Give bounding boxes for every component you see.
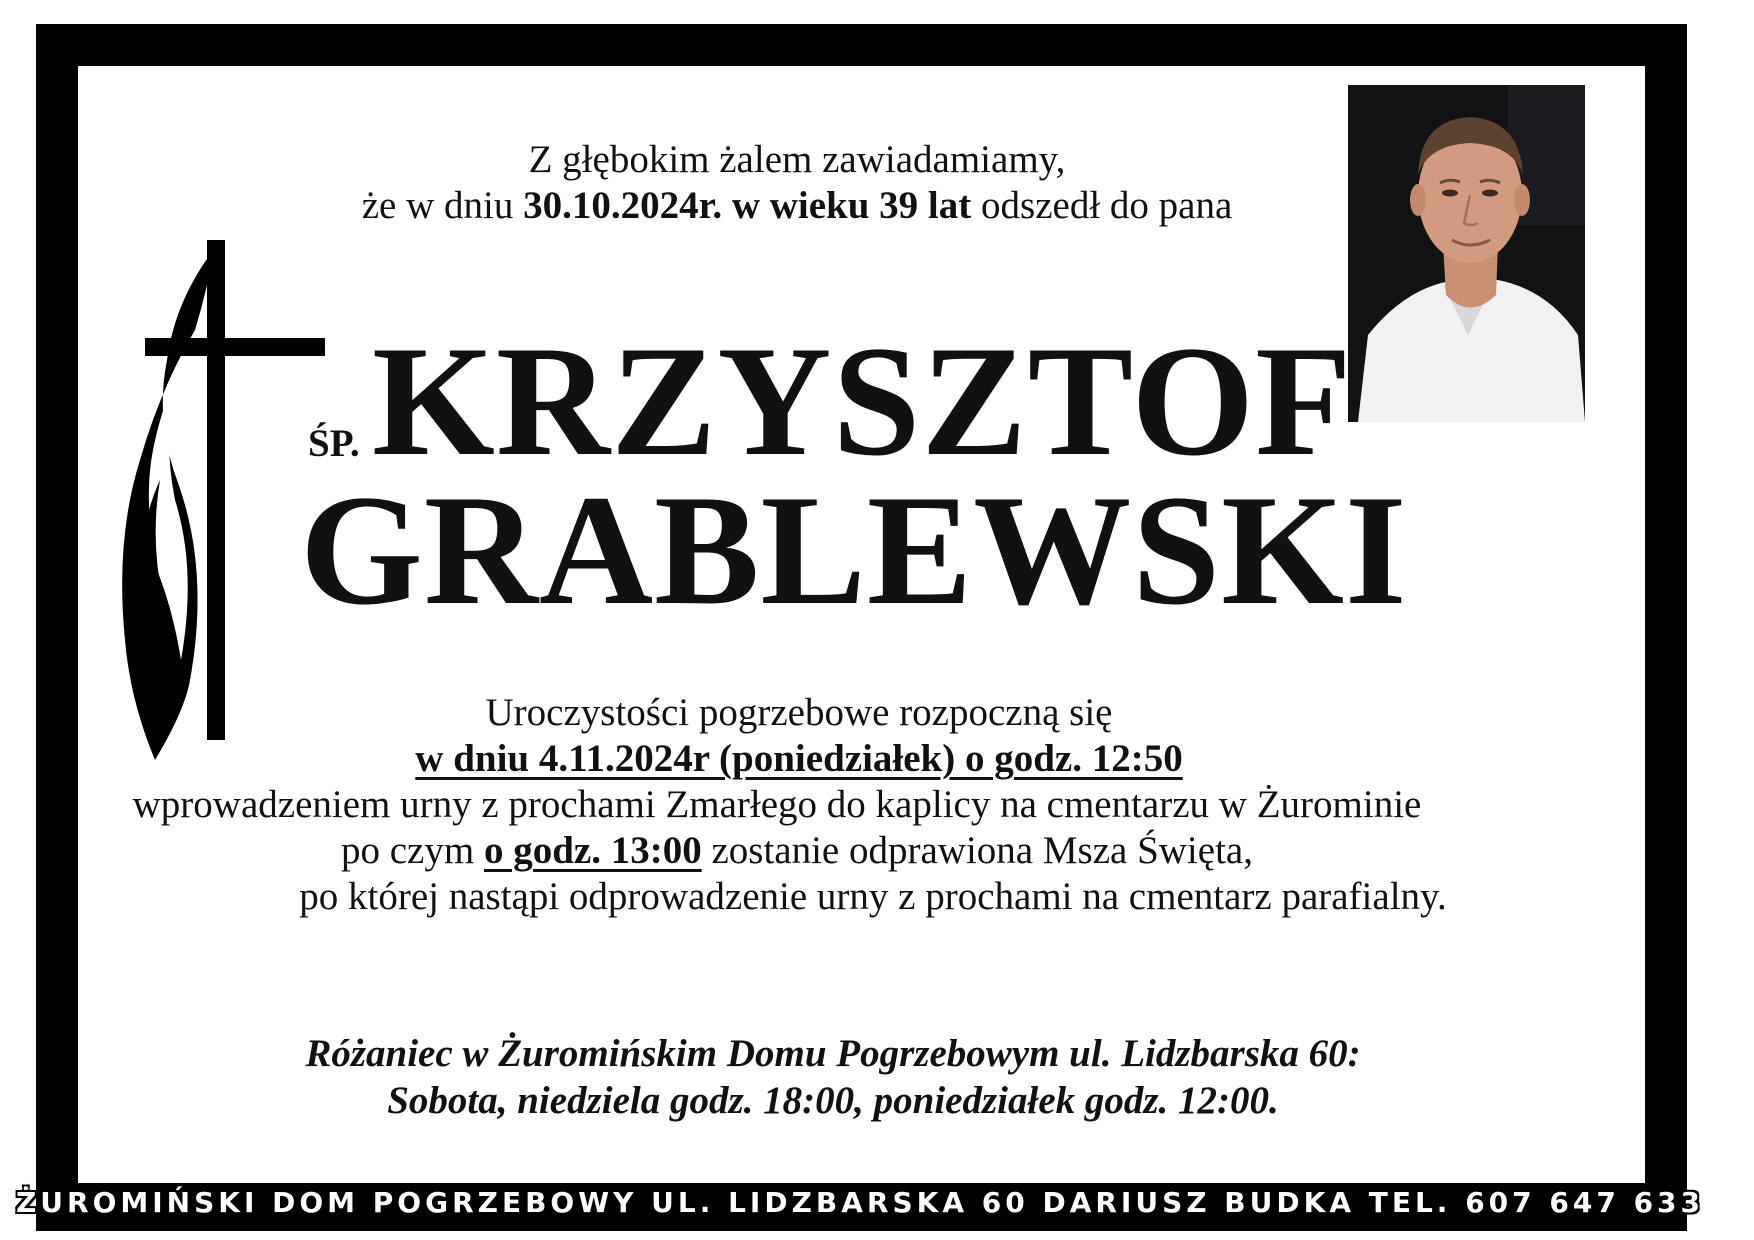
funeral-line-3: wprowadzeniem urny z prochami Zmarłego do kaplicy na cmentarzu w Żurominie (132, 783, 1422, 826)
mass-time: o godz. 13:00 (483, 829, 702, 872)
funeral-line-4-prefix: po czym (341, 829, 484, 872)
rosary-line-1: Różaniec w Żuromińskim Domu Pogrzebowym ul. Lidzbarska 60: (305, 1032, 1361, 1075)
portrait-illustration (1348, 85, 1585, 422)
last-name: GRABLEWSKI (300, 463, 1408, 638)
funeral-home-footer: ŻUROMIŃSKI DOM POGRZEBOWY UL. LIDZBARSKA 60 DARIUSZ BUDKA TEL. 607 647 633 (15, 1186, 1705, 1219)
funeral-line-4-suffix: zostanie odprawiona Msza Święta, (701, 829, 1253, 872)
funeral-line-1: Uroczystości pogrzebowe rozpoczną się (485, 691, 1113, 734)
rosary-line-2: Sobota, niedziela godz. 18:00, poniedziałek godz. 12:00. (387, 1079, 1279, 1122)
funeral-date-time: w dniu 4.11.2024r (poniedziałek) o godz. 12:50 (415, 737, 1183, 780)
death-date: 30.10.2024r. (523, 184, 723, 227)
age: w wieku 39 lat (731, 184, 972, 227)
first-name: KRZYSZTOF (372, 314, 1353, 489)
intro-line-1: Z głębokim żalem zawiadamiamy, (528, 138, 1066, 181)
intro-prefix: że w dniu (361, 184, 524, 227)
funeral-line-5: po której nastąpi odprowadzenie urny z prochami na cmentarz parafialny. (299, 875, 1447, 918)
funeral-line-2 (0, 736, 1676, 782)
funeral-line-4 (0, 828, 1674, 874)
portrait-photo (1348, 85, 1585, 422)
intro-suffix: odszedł do pana (971, 184, 1233, 227)
honorific-prefix: ŚP. (308, 422, 360, 465)
